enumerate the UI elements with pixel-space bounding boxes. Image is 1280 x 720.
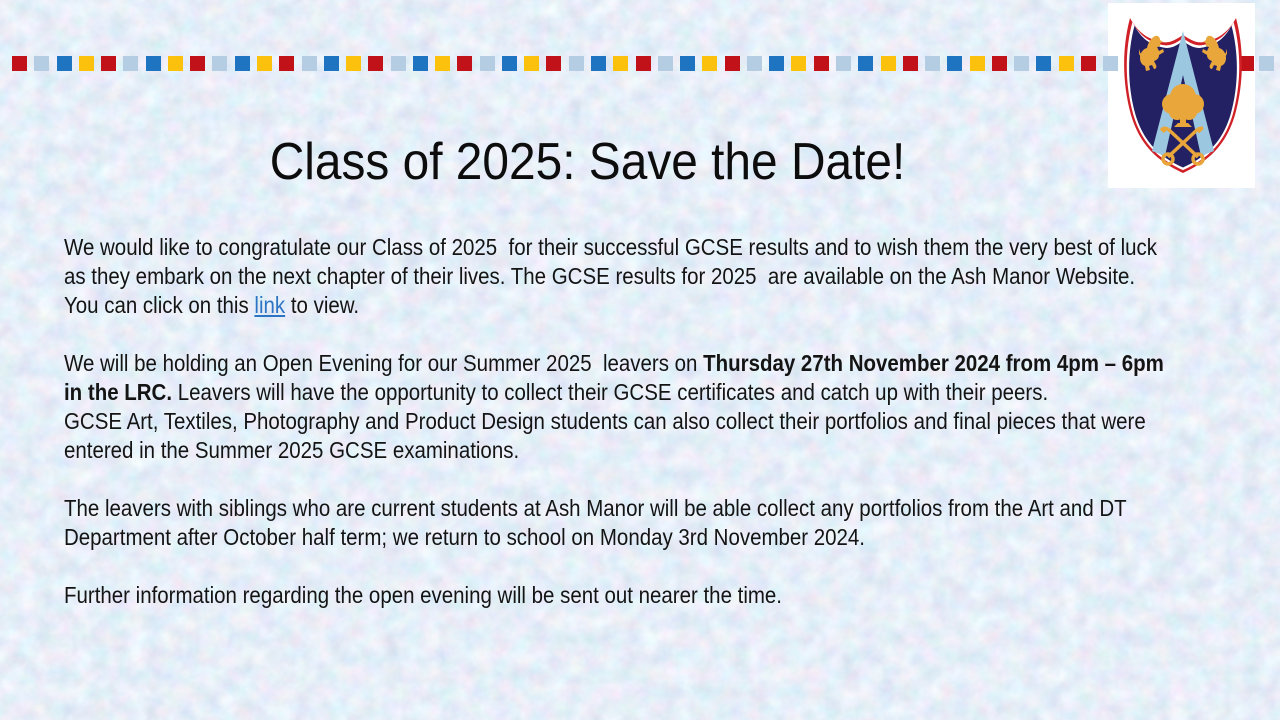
border-square bbox=[1081, 56, 1096, 71]
border-square bbox=[814, 56, 829, 71]
text-run: Leavers will have the opportunity to collect their GCSE certificates and catch up with their peers. bbox=[172, 379, 1049, 405]
border-square bbox=[391, 56, 406, 71]
border-square bbox=[970, 56, 985, 71]
text-line bbox=[64, 436, 1164, 465]
body-text bbox=[64, 233, 1164, 639]
gcse-results-link[interactable]: link bbox=[254, 292, 286, 318]
border-square bbox=[903, 56, 918, 71]
border-square bbox=[346, 56, 361, 71]
text-line bbox=[64, 523, 1164, 552]
text-run: You can click on this bbox=[64, 292, 255, 318]
border-square bbox=[992, 56, 1007, 71]
border-square bbox=[279, 56, 294, 71]
border-square bbox=[502, 56, 517, 71]
text-line bbox=[64, 494, 1164, 523]
text-run: We would like to congratulate our Class of 2025 for their successful GCSE results and to wish them the very best of luck bbox=[64, 234, 1158, 260]
border-square bbox=[34, 56, 49, 71]
text-run: The leavers with siblings who are current students at Ash Manor will be able collect any portfolios from the Art and DT bbox=[64, 495, 1127, 521]
border-square bbox=[680, 56, 695, 71]
border-square bbox=[235, 56, 250, 71]
text-line bbox=[64, 581, 1164, 610]
text-run: as they embark on the next chapter of their lives. The GCSE results for 2025 are available on the Ash Manor Website. bbox=[64, 263, 1136, 289]
border-square bbox=[881, 56, 896, 71]
border-square bbox=[524, 56, 539, 71]
text-run: Thursday 27th November 2024 from 4pm – 6pm bbox=[703, 350, 1164, 376]
paragraph bbox=[64, 581, 1164, 610]
text-run: in the LRC. bbox=[64, 379, 173, 405]
text-run: We will be holding an Open Evening for our Summer 2025 leavers on bbox=[64, 350, 704, 376]
border-strip bbox=[0, 56, 1280, 71]
border-square bbox=[1059, 56, 1074, 71]
slide-title: Class of 2025: Save the Date! bbox=[269, 133, 906, 191]
text-line bbox=[64, 291, 1164, 320]
border-square bbox=[925, 56, 940, 71]
border-square bbox=[368, 56, 383, 71]
border-square bbox=[591, 56, 606, 71]
text-run: to view. bbox=[285, 292, 360, 318]
text-line bbox=[64, 378, 1164, 407]
border-square bbox=[658, 56, 673, 71]
border-square bbox=[747, 56, 762, 71]
text-line bbox=[64, 349, 1164, 378]
border-square bbox=[569, 56, 584, 71]
border-square bbox=[324, 56, 339, 71]
border-square bbox=[546, 56, 561, 71]
border-square bbox=[212, 56, 227, 71]
border-square bbox=[101, 56, 116, 71]
border-square bbox=[302, 56, 317, 71]
paragraph bbox=[64, 494, 1164, 552]
border-square bbox=[947, 56, 962, 71]
paragraph bbox=[64, 349, 1164, 465]
border-square bbox=[1259, 56, 1274, 71]
border-square bbox=[146, 56, 161, 71]
border-square bbox=[613, 56, 628, 71]
border-square bbox=[858, 56, 873, 71]
border-square bbox=[57, 56, 72, 71]
text-run: Department after October half term; we return to school on Monday 3rd November 2024. bbox=[64, 524, 865, 550]
border-square bbox=[480, 56, 495, 71]
text-line bbox=[64, 262, 1164, 291]
text-run: entered in the Summer 2025 GCSE examinations. bbox=[64, 437, 520, 463]
border-square bbox=[725, 56, 740, 71]
border-square bbox=[413, 56, 428, 71]
border-square bbox=[123, 56, 138, 71]
text-run: Further information regarding the open evening will be sent out nearer the time. bbox=[64, 582, 783, 608]
text-line bbox=[64, 233, 1164, 262]
border-square bbox=[435, 56, 450, 71]
text-run: GCSE Art, Textiles, Photography and Product Design students can also collect their portfolios and final pieces that were bbox=[64, 408, 1146, 434]
border-square bbox=[791, 56, 806, 71]
border-square bbox=[769, 56, 784, 71]
border-square bbox=[636, 56, 651, 71]
border-square bbox=[1036, 56, 1051, 71]
border-square bbox=[457, 56, 472, 71]
border-square bbox=[836, 56, 851, 71]
border-square bbox=[1014, 56, 1029, 71]
border-square bbox=[79, 56, 94, 71]
border-square bbox=[702, 56, 717, 71]
border-square bbox=[257, 56, 272, 71]
border-square bbox=[168, 56, 183, 71]
paragraph bbox=[64, 233, 1164, 320]
text-line bbox=[64, 407, 1164, 436]
border-square bbox=[12, 56, 27, 71]
school-crest-logo bbox=[1108, 3, 1255, 188]
border-square bbox=[190, 56, 205, 71]
